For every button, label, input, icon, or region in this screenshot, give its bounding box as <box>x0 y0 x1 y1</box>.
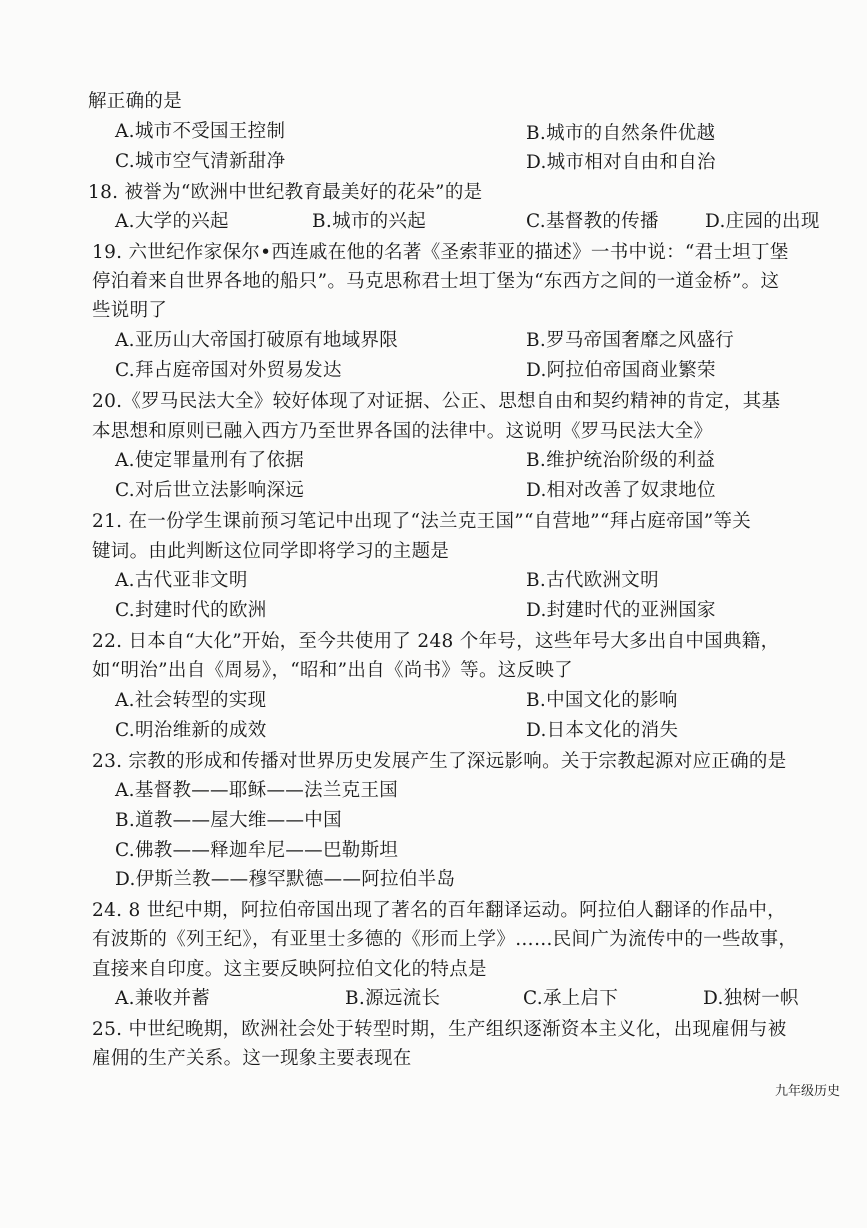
q25-stem-line-1: 25. 中世纪晚期，欧洲社会处于转型时期，生产组织逐渐资本主义化，出现雇佣与被 <box>92 1019 787 1040</box>
q22-option-c: C.明治维新的成效 <box>115 720 267 741</box>
q20-option-a: A.使定罪量刑有了依据 <box>115 450 305 471</box>
q22-option-d: D.日本文化的消失 <box>526 720 679 741</box>
q23-option-a: A.基督教——耶稣——法兰克王国 <box>115 780 399 801</box>
q24-stem-line-2: 有波斯的《列王纪》，有亚里士多德的《形而上学》……民间广为流传中的一些故事， <box>92 929 798 950</box>
q23-option-c: C.佛教——释迦牟尼——巴勒斯坦 <box>115 840 399 861</box>
q24-stem-line-3: 直接来自印度。这主要反映阿拉伯文化的特点是 <box>92 959 487 980</box>
q22-stem-line-2: 如“明治”出自《周易》，“昭和”出自《尚书》等。这反映了 <box>92 660 573 681</box>
q21-option-a: A.古代亚非文明 <box>115 570 248 591</box>
page-footer: 九年级历史 <box>775 1084 841 1099</box>
q18-stem: 18. 被誉为“欧洲中世纪教育最美好的花朵”的是 <box>88 182 483 203</box>
q19-option-c: C.拜占庭帝国对外贸易发达 <box>115 360 342 381</box>
q17-option-c: C.城市空气清新甜净 <box>115 151 286 172</box>
q17-option-a: A.城市不受国王控制 <box>115 121 286 142</box>
q17-option-b: B.城市的自然条件优越 <box>526 123 716 144</box>
q23-option-d: D.伊斯兰教——穆罕默德——阿拉伯半岛 <box>115 869 456 890</box>
q24-option-b: B.源远流长 <box>345 988 441 1009</box>
q17-stem-end: 解正确的是 <box>88 91 183 112</box>
q24-stem-line-1: 24. 8 世纪中期，阿拉伯帝国出现了著名的百年翻译运动。阿拉伯人翻译的作品中， <box>92 900 786 921</box>
q18-option-b: B.城市的兴起 <box>312 211 427 232</box>
q24-option-c: C.承上启下 <box>523 988 619 1009</box>
q19-stem-line-1: 19. 六世纪作家保尔•西连戚在他的名著《圣索菲亚的描述》一书中说：“君士坦丁堡 <box>92 242 789 263</box>
q22-option-b: B.中国文化的影响 <box>526 690 678 711</box>
q19-stem-line-3: 些说明了 <box>92 300 168 321</box>
q20-option-d: D.相对改善了奴隶地位 <box>526 480 716 501</box>
q22-stem-line-1: 22. 日本自“大化”开始，至今共使用了 248 个年号，这些年号大多出自中国典籍， <box>92 631 780 652</box>
q18-option-a: A.大学的兴起 <box>115 211 229 232</box>
q21-stem-line-1: 21. 在一份学生课前预习笔记中出现了“法兰克王国”“自营地”“拜占庭帝国”等关 <box>92 511 752 532</box>
q23-option-b: B.道教——屋大维——中国 <box>115 810 342 831</box>
q19-stem-line-2: 停泊着来自世界各地的船只”。马克思称君士坦丁堡为“东西方之间的一道金桥”。这 <box>92 271 780 292</box>
q20-stem-line-1: 20.《罗马民法大全》较好体现了对证据、公正、思想自由和契约精神的肯定，其基 <box>92 391 781 412</box>
q21-stem-line-2: 键词。由此判断这位同学即将学习的主题是 <box>92 541 450 562</box>
q18-option-d: D.庄园的出现 <box>705 211 820 232</box>
q19-option-d: D.阿拉伯帝国商业繁荣 <box>526 360 716 381</box>
q19-option-b: B.罗马帝国奢靡之风盛行 <box>526 330 735 351</box>
q24-option-a: A.兼收并蓄 <box>115 988 211 1009</box>
q25-stem-line-2: 雇佣的生产关系。这一现象主要表现在 <box>92 1048 412 1069</box>
q19-option-a: A.亚历山大帝国打破原有地域界限 <box>115 330 399 351</box>
q24-option-d: D.独树一帜 <box>703 988 799 1009</box>
q23-stem: 23. 宗教的形成和传播对世界历史发展产生了深远影响。关于宗教起源对应正确的是 <box>92 751 787 772</box>
q21-option-d: D.封建时代的亚洲国家 <box>526 600 716 621</box>
q17-option-d: D.城市相对自由和自治 <box>526 152 716 173</box>
q20-option-b: B.维护统治阶级的利益 <box>526 450 716 471</box>
q21-option-b: B.古代欧洲文明 <box>526 570 659 591</box>
q20-stem-line-2: 本思想和原则已融入西方乃至世界各国的法律中。这说明《罗马民法大全》 <box>92 421 713 442</box>
q20-option-c: C.对后世立法影响深远 <box>115 480 305 501</box>
q18-option-c: C.基督教的传播 <box>526 211 659 232</box>
q22-option-a: A.社会转型的实现 <box>115 690 267 711</box>
q21-option-c: C.封建时代的欧洲 <box>115 600 267 621</box>
